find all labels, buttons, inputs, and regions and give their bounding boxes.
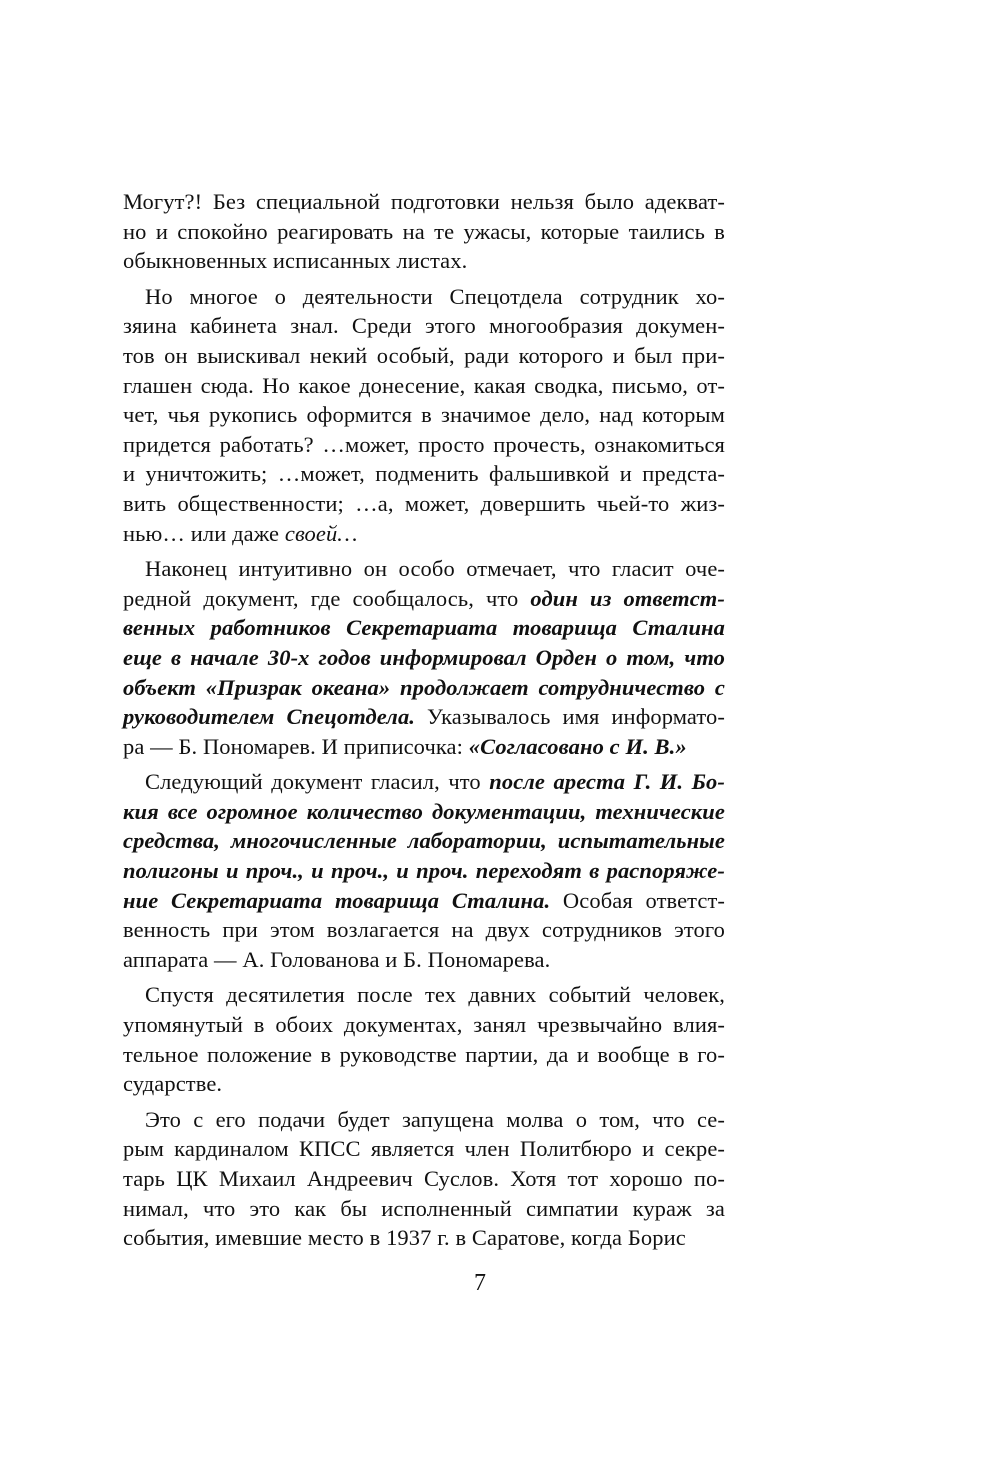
- plain-text: сударстве.: [123, 1071, 223, 1097]
- text-line: [123, 584, 725, 614]
- plain-text: нью… или даже: [123, 520, 285, 546]
- plain-text: ра — Б. Пономарев. И приписочка:: [123, 733, 469, 759]
- plain-text: Наконец интуитивно он особо отмечает, что гласит оче-: [145, 556, 725, 582]
- plain-text: упомянутый в обоих документах, занял чрезвычайно влия-: [123, 1012, 725, 1038]
- text-line: [123, 732, 725, 762]
- text-line: [123, 519, 725, 549]
- plain-text: придется работать? …может, просто прочесть, ознакомиться: [123, 431, 725, 457]
- plain-text: рым кардиналом КПСС является член Политбюро и секре-: [123, 1136, 725, 1162]
- plain-text: Особая ответст-: [550, 887, 725, 913]
- plain-text: вить общественности; …а, может, довершить чьей-то жиз-: [123, 490, 725, 516]
- emphasis-text: полигоны и проч., и проч., и проч. переходят в распоряже-: [123, 858, 725, 884]
- plain-text: тов он выискивал некий особый, ради которого и был при-: [123, 342, 725, 368]
- emphasis-text: кия все огромное количество документации, технические: [123, 798, 725, 824]
- plain-text: Но многое о деятельности Спецотдела сотрудник хо-: [145, 283, 725, 309]
- plain-text: зяина кабинета знал. Среди этого многообразия докумен-: [123, 313, 725, 339]
- plain-text: тельное положение в руководстве партии, да и вообще в го-: [123, 1041, 725, 1067]
- plain-text: чет, чья рукопись оформится в значимое дело, над которым: [123, 402, 725, 428]
- text-line: [123, 980, 725, 1010]
- text-line: [123, 945, 725, 975]
- text-line: [123, 1134, 725, 1164]
- text-line: [123, 915, 725, 945]
- emphasis-text: средства, многочисленные лаборатории, испытательные: [123, 828, 725, 854]
- text-line: [123, 400, 725, 430]
- text-line: [123, 826, 725, 856]
- emphasis-text: венных работников Секретариата товарища Сталина: [123, 615, 725, 641]
- emphasis-text: еще в начале 30-х годов информировал Орден о том, что: [123, 644, 725, 670]
- text-line: [123, 886, 725, 916]
- text-line: [123, 1194, 725, 1224]
- plain-text: нимал, что это как бы исполненный симпатии кураж за: [123, 1195, 725, 1221]
- plain-text: Это с его подачи будет запущена молва о том, что се-: [145, 1106, 725, 1132]
- text-line: [123, 797, 725, 827]
- emphasis-text: своей…: [284, 520, 358, 546]
- page-number: 7: [474, 1270, 486, 1296]
- emphasis-text: «Согласовано с И. В.»: [468, 733, 687, 759]
- text-line: [123, 246, 725, 276]
- text-line: [123, 459, 725, 489]
- text-line: [123, 1040, 725, 1070]
- body-text: [123, 187, 725, 1253]
- plain-text: венность при этом возлагается на двух сотрудников этого: [123, 917, 725, 943]
- text-line: [123, 554, 725, 584]
- emphasis-text: ние Секретариата товарища Сталина.: [123, 887, 551, 913]
- text-line: [123, 702, 725, 732]
- plain-text: аппарата — А. Голованова и Б. Пономарева.: [123, 946, 551, 972]
- text-line: [123, 1164, 725, 1194]
- text-line: [123, 311, 725, 341]
- text-line: [123, 341, 725, 371]
- text-line: [123, 1069, 725, 1099]
- text-line: [123, 282, 725, 312]
- plain-text: но и спокойно реагировать на те ужасы, которые таились в: [123, 218, 725, 244]
- text-line: [123, 1105, 725, 1135]
- plain-text: редной документ, где сообщалось, что: [123, 585, 531, 611]
- emphasis-text: объект «Призрак океана» продолжает сотрудничество с: [123, 674, 725, 700]
- plain-text: Могут?! Без специальной подготовки нельзя было адекват-: [123, 189, 725, 214]
- text-line: [123, 673, 725, 703]
- text-line: [123, 1223, 725, 1253]
- text-line: [123, 1010, 725, 1040]
- plain-text: и уничтожить; …может, подменить фальшивкой и предста-: [123, 461, 725, 487]
- plain-text: обыкновенных исписанных листах.: [123, 248, 468, 274]
- plain-text: Указывалось имя информато-: [415, 704, 725, 730]
- emphasis-text: один из ответст-: [530, 585, 725, 611]
- emphasis-text: руководителем Спецотдела.: [123, 704, 416, 730]
- emphasis-text: после ареста Г. И. Бо-: [489, 769, 725, 795]
- plain-text: тарь ЦК Михаил Андреевич Суслов. Хотя тот хорошо по-: [123, 1166, 725, 1191]
- plain-text: глашен сюда. Но какое донесение, какая сводка, письмо, от-: [123, 372, 725, 398]
- text-line: [123, 643, 725, 673]
- text-line: [123, 856, 725, 886]
- plain-text: события, имевшие место в 1937 г. в Саратове, когда Борис: [123, 1225, 686, 1251]
- text-line: [123, 371, 725, 401]
- plain-text: Спустя десятилетия после тех давних событий человек,: [145, 982, 725, 1008]
- plain-text: Следующий документ гласил, что: [145, 769, 490, 795]
- text-line: [123, 767, 725, 797]
- text-line: [123, 187, 725, 217]
- text-line: [123, 430, 725, 460]
- text-line: [123, 489, 725, 519]
- text-line: [123, 217, 725, 247]
- text-line: [123, 613, 725, 643]
